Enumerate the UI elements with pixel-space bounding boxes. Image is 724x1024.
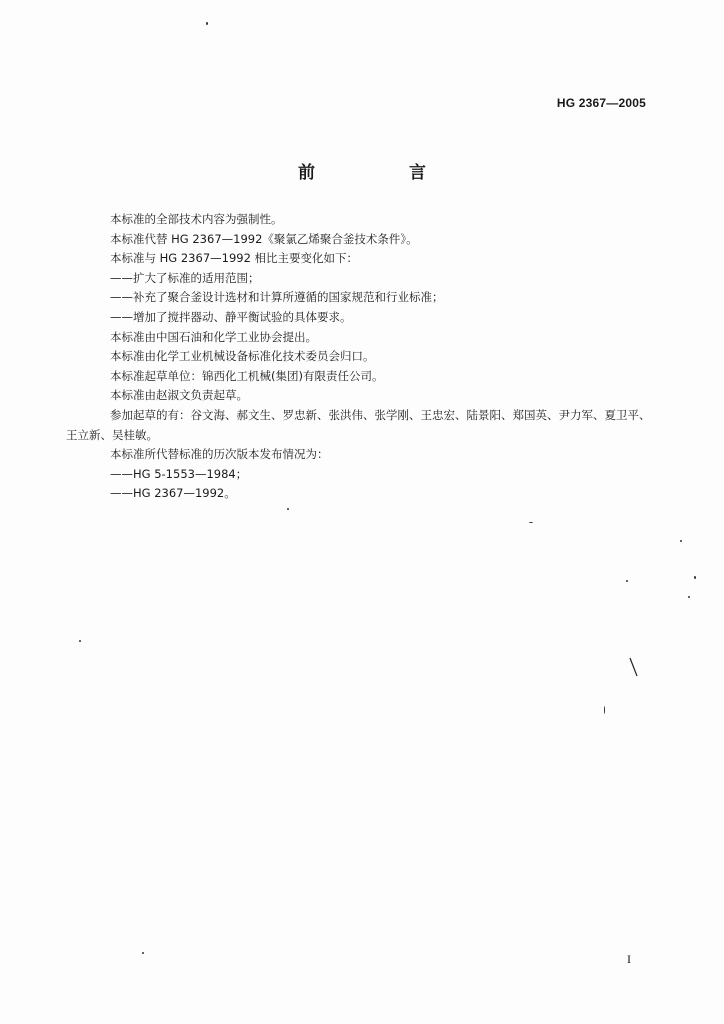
paragraph-proposed-by: 本标准由中国石油和化学工业协会提出。 (110, 329, 317, 344)
scan-speck (626, 580, 628, 582)
page-number: I (627, 952, 631, 966)
scan-speck (287, 508, 289, 510)
scan-speck (688, 596, 690, 598)
foreword-body (66, 210, 660, 504)
standard-code: HG 2367—2005 (556, 96, 646, 110)
scan-speck (79, 640, 81, 642)
scan-speck (142, 952, 144, 954)
version-item-1992: ——HG 2367—1992。 (110, 486, 236, 501)
paragraph-centralized-by: 本标准由化学工业机械设备标准化技术委员会归口。 (110, 349, 375, 364)
scan-speck (604, 706, 605, 714)
scan-speck (680, 540, 682, 542)
paragraph-changes-intro: 本标准与 HG 2367—1992 相比主要变化如下： (110, 251, 359, 266)
paragraph-mandatory: 本标准的全部技术内容为强制性。 (110, 212, 283, 226)
scan-speck (529, 522, 533, 523)
paragraph-participating-drafters: 参加起草的有：谷文海、郝文生、罗忠新、张洪伟、张学刚、王忠宏、陆景阳、郑国英、尹力军、夏卫平、王立新、吴桂敏。 (66, 407, 651, 442)
paragraph-responsible-drafter: 本标准由赵淑文负责起草。 (110, 388, 248, 403)
paragraph-version-history: 本标准所代替标准的历次版本发布情况为： (110, 447, 329, 462)
change-item-balance-test: ——增加了搅拌器动、静平衡试验的具体要求。 (110, 309, 352, 324)
change-item-scope: ——扩大了标准的适用范围； (110, 270, 260, 285)
change-item-materials: ——补充了聚合釜设计选材和计算所遵循的国家规范和行业标准； (110, 290, 444, 305)
scan-speck (206, 22, 208, 25)
scan-stroke (628, 656, 640, 680)
paragraph-drafting-unit: 本标准起草单位：锦西化工机械(集团)有限责任公司。 (110, 368, 384, 383)
page-title: 前 言 (298, 163, 470, 183)
scan-speck (694, 576, 696, 579)
paragraph-replaces: 本标准代替 HG 2367—1992《聚氯乙烯聚合釜技术条件》。 (110, 231, 418, 246)
version-item-1984: ——HG 5-1553—1984； (110, 466, 248, 481)
